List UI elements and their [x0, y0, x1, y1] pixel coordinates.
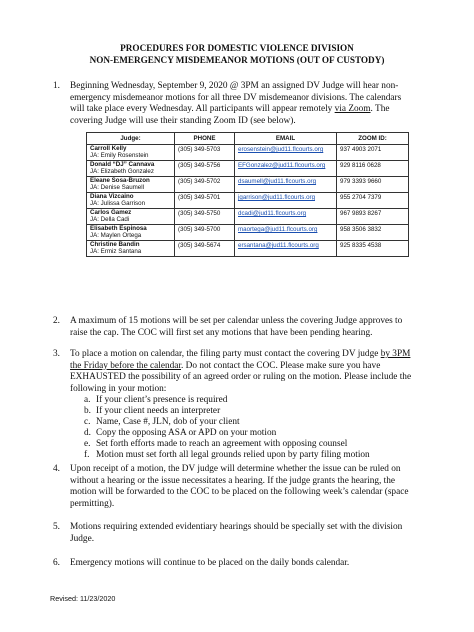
list-item: e. Set forth efforts made to reach an agreement with opposing counsel: [84, 439, 348, 450]
column-header-email: EMAIL: [235, 133, 337, 145]
email-link[interactable]: ersantana@jud11.flcourts.org: [238, 242, 319, 249]
column-header-phone: PHONE: [175, 133, 235, 145]
judge-name: Christine Bandin: [90, 241, 140, 248]
procedure-item-3: [53, 349, 415, 461]
document-subtitle: NON-EMERGENCY MISDEMEANOR MOTIONS (OUT OF CUSTODY): [89, 55, 385, 65]
list-item: b. If your client needs an interpreter: [84, 406, 221, 417]
judge-name: Donald “DJ” Cannava: [90, 161, 155, 168]
item-number: 2.: [53, 316, 60, 326]
item-text: To place a motion on calendar, the filing party must contact the covering DV judge: [70, 349, 381, 359]
procedure-item-6: [53, 558, 415, 570]
procedure-item-4: [53, 464, 415, 510]
table-row: [87, 161, 409, 177]
zoom-id-cell: 967 9893 8267: [337, 209, 409, 225]
judicial-assistant: JA: Julissa Garrison: [90, 200, 146, 208]
motion-requirements-list: [70, 395, 415, 461]
item-number: 6.: [53, 558, 60, 568]
table-header-row: [87, 133, 409, 145]
zoom-id-cell: 925 8335 4538: [337, 241, 409, 257]
email-link[interactable]: dcadi@jud11.flcourts.org: [238, 210, 307, 217]
judicial-assistant: JA: Della Cadi: [90, 216, 130, 224]
judicial-assistant: JA: Maylen Ortega: [90, 232, 142, 240]
zoom-id-cell: 955 2704 7379: [337, 193, 409, 209]
procedure-item-2: [53, 316, 415, 339]
judicial-assistant: JA: Elizabeth Gonzalez: [90, 168, 154, 176]
phone-cell: (305) 349-5674: [175, 241, 235, 257]
revision-date: Revised: 11/23/2020: [50, 594, 116, 603]
deadline-text: by 3PM the Friday before the calendar: [70, 349, 411, 371]
phone-cell: (305) 349-5701: [175, 193, 235, 209]
phone-cell: (305) 349-5756: [175, 161, 235, 177]
procedure-item-1: [53, 81, 415, 127]
email-link[interactable]: jgarrison@jud11.flcourts.org: [238, 194, 316, 201]
judicial-assistant: JA: Denise Saumell: [90, 184, 144, 192]
table-row: [87, 225, 409, 241]
procedure-item-5: [53, 522, 415, 545]
email-link[interactable]: maortega@jud11.flcourts.org: [238, 226, 318, 233]
zoom-link[interactable]: via Zoom: [334, 104, 371, 115]
column-header-judge: Judge:: [87, 133, 175, 145]
zoom-id-cell: 979 3393 9660: [337, 177, 409, 193]
judge-name: Diana Vizcaino: [90, 193, 134, 200]
table-row: [87, 177, 409, 193]
item-text: A maximum of 15 motions will be set per calendar unless the covering Judge approves to raise the cap. The COC will first set any motions that have been pending hearing.: [70, 316, 403, 338]
table-row: [87, 193, 409, 209]
table-row: [87, 145, 409, 161]
list-item: c. Name, Case #, JLN, dob of your client: [84, 417, 240, 428]
judicial-assistant: JA: Emily Rosenstein: [90, 152, 149, 160]
phone-cell: (305) 349-5700: [175, 225, 235, 241]
judge-name: Carlos Gamez: [90, 209, 132, 216]
list-item: d. Copy the opposing ASA or APD on your motion: [84, 428, 277, 439]
document-title: PROCEDURES FOR DOMESTIC VIOLENCE DIVISION: [120, 43, 354, 53]
item-text: . Do not contact the COC. Please make sure you have EXHAUSTED the possibility of an agreed order or ruling on the motion. Please include the following in your motion:: [70, 360, 412, 394]
judge-name: Eleane Sosa-Bruzon: [90, 177, 150, 184]
item-text: Upon receipt of a motion, the DV judge will determine whether the issue can be ruled on without a hearing or the issue necessitates a hearing. If the judge grants the hearing, the motion will be forwarded to the COC to be placed on the following week’s calendar (space permitting).: [70, 464, 409, 509]
zoom-id-cell: 958 3506 3832: [337, 225, 409, 241]
table-row: [87, 241, 409, 257]
zoom-id-cell: 937 4903 2071: [337, 145, 409, 161]
zoom-id-cell: 929 8116 0628: [337, 161, 409, 177]
item-number: 4.: [53, 464, 60, 474]
email-link[interactable]: EFGonzalez@jud11.flcourts.org: [238, 162, 326, 169]
column-header-zoom: ZOOM ID:: [337, 133, 409, 145]
item-text: Emergency motions will continue to be placed on the daily bonds calendar.: [70, 558, 350, 568]
item-number: 3.: [53, 349, 60, 359]
item-text: Motions requiring extended evidentiary hearings should be specially set with the division Judge.: [70, 522, 403, 544]
phone-cell: (305) 349-5750: [175, 209, 235, 225]
judge-name: Carroll Kelly: [90, 145, 127, 152]
phone-cell: (305) 349-5702: [175, 177, 235, 193]
item-text: . The covering Judge will use their standing Zoom ID (see below).: [70, 104, 390, 126]
table-row: [87, 209, 409, 225]
item-number: 1.: [53, 81, 60, 91]
list-item: a. If your client’s presence is required: [84, 395, 228, 406]
judge-contact-table: [86, 132, 409, 257]
email-link[interactable]: dsaumell@jud11.flcourts.org: [238, 178, 317, 185]
email-link[interactable]: erosenstein@jud11.flcourts.org: [238, 146, 324, 153]
judicial-assistant: JA: Ermiz Santana: [90, 248, 142, 256]
phone-cell: (305) 349-5703: [175, 145, 235, 161]
item-text: Beginning Wednesday, September 9, 2020 @ 3PM an assigned DV Judge will hear non-emergency misdemeanor motions for all three DV misdemeanor divisions. The calendars will take place every Wednesday. All participants will appear remotely: [70, 81, 402, 115]
item-number: 5.: [53, 522, 60, 532]
judge-name: Elisabeth Espinosa: [90, 225, 147, 232]
list-item: f. Motion must set forth all legal grounds relied upon by party filing motion: [84, 450, 370, 461]
